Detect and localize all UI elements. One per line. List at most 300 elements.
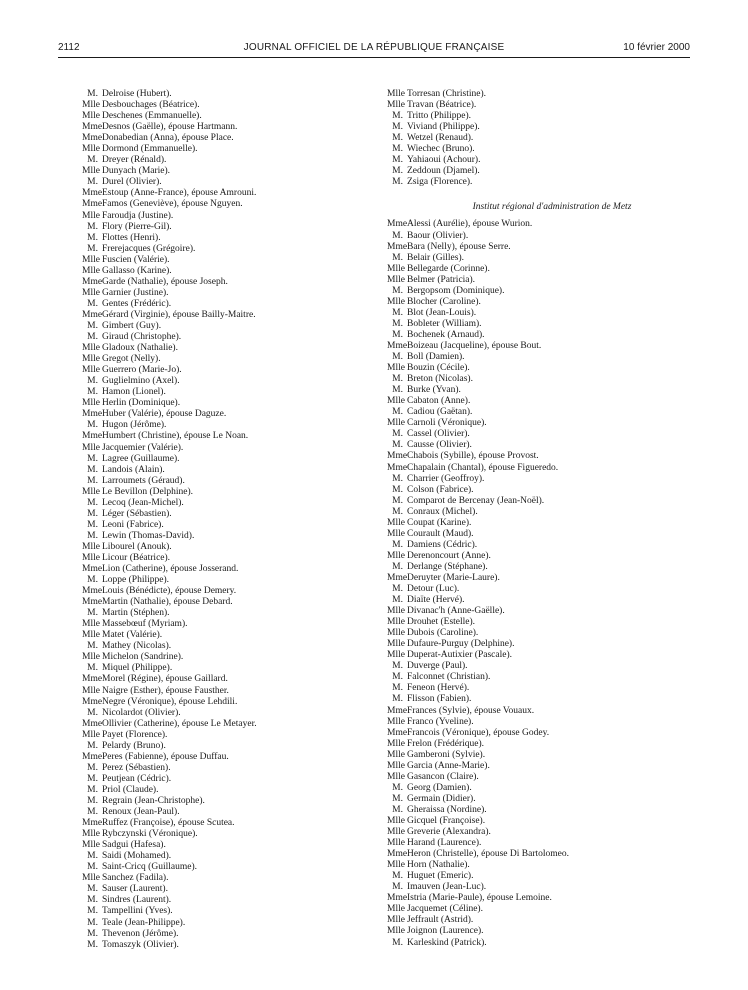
list-item [387,529,687,540]
list-item [82,586,372,597]
person-name: Duperat-Autixier (Pascale). [407,650,512,661]
list-item [387,540,687,551]
person-name: Boll (Damien). [407,352,465,363]
civility-title: M. [87,464,98,475]
list-item [82,564,372,575]
civility-title: Mlle [82,729,100,740]
person-name: Larroumets (Géraud). [102,475,185,486]
civility-title: Mlle [387,738,405,749]
list-item [82,343,372,354]
person-name: Giraud (Christophe). [102,332,182,343]
civility-title: M. [392,871,403,882]
list-item [82,443,372,454]
list-item [82,476,372,487]
list-item [387,111,687,122]
list-item [387,893,687,904]
person-name: Comparot de Bercenay (Jean-Noël). [407,495,545,506]
list-item [387,396,687,407]
list-item [387,319,687,330]
list-item [387,926,687,937]
list-item [387,407,687,418]
civility-title: Mlle [82,541,100,552]
civility-title: Mlle [82,442,100,453]
person-name: Horn (Nathalie). [407,860,470,871]
civility-title: M. [392,484,403,495]
civility-title: M. [392,318,403,329]
civility-title: M. [87,420,98,431]
list-item [82,918,372,929]
civility-title: Mme [82,188,103,199]
list-item [82,509,372,520]
list-item [82,498,372,509]
civility-title: Mme [82,597,103,608]
list-item [387,650,687,661]
civility-title: Mlle [387,926,405,937]
person-name: Loppe (Philippe). [102,575,170,586]
list-item [82,929,372,940]
person-name: Lion (Catherine), épouse Josserand. [102,564,239,575]
right-column [387,89,687,949]
person-name: Huguet (Emeric). [407,871,474,882]
list-item [387,639,687,650]
list-item [387,661,687,672]
person-name: Priol (Claude). [102,784,159,795]
person-name: Cassel (Olivier). [407,429,470,440]
civility-title: Mlle [82,829,100,840]
person-name: Martin (Nathalie), épouse Debard. [102,597,233,608]
civility-title: M. [87,497,98,508]
person-name: Guglielmino (Axel). [102,376,180,387]
list-item [82,851,372,862]
civility-title: Mlle [82,210,100,221]
list-item [387,231,687,242]
civility-title: M. [392,495,403,506]
person-name: Hugon (Jérôme). [102,420,167,431]
list-item [82,940,372,951]
list-item [82,774,372,785]
list-item [82,487,372,498]
person-name: Chapalain (Chantal), épouse Figueredo. [407,462,559,473]
person-name: Duverge (Paul). [407,661,468,672]
list-item [82,288,372,299]
person-name: Famos (Geneviève), épouse Nguyen. [102,199,243,210]
person-name: Hamon (Lionel). [102,387,166,398]
person-name: Bobleter (William). [407,318,482,329]
list-item [387,783,687,794]
civility-title: Mlle [82,365,100,376]
person-name: Peres (Fabienne), épouse Duffau. [102,751,229,762]
person-name: Istria (Marie-Paule), épouse Lemoine. [407,893,552,904]
person-name: Divanac'h (Anne-Gaëlle). [407,606,505,617]
list-item [387,717,687,728]
person-name: Damiens (Cédric). [407,539,478,550]
civility-title: M. [87,928,98,939]
list-item [82,785,372,796]
list-item [82,818,372,829]
list-item [387,474,687,485]
section-title: Institut régional d'administration de Metz [472,202,632,213]
list-item [387,606,687,617]
person-name: Breton (Nicolas). [407,374,473,385]
person-name: Burke (Yvan). [407,385,461,396]
civility-title: Mme [387,705,408,716]
person-name: Carnoli (Véronique). [407,418,487,429]
civility-title: M. [392,661,403,672]
list-item [387,761,687,772]
civility-title: M. [392,307,403,318]
list-item [387,706,687,717]
person-name: Guerrero (Marie-Jo). [102,365,182,376]
person-name: Mathey (Nicolas). [102,641,172,652]
list-item [82,895,372,906]
civility-title: M. [87,232,98,243]
civility-title: M. [392,539,403,550]
person-name: Delroise (Hubert). [102,89,172,99]
list-item [387,628,687,639]
civility-title: Mlle [82,619,100,630]
civility-title: Mlle [82,873,100,884]
person-name: Licour (Béatrice). [102,552,171,563]
person-name: Saint-Cricq (Guillaume). [102,862,197,873]
list-item [82,376,372,387]
list-item [82,321,372,332]
list-item [387,177,687,188]
person-name: Desnos (Gaëlle), épouse Hartmann. [102,122,238,133]
person-name: Jacquemet (Céline). [407,904,483,915]
list-item [82,100,372,111]
civility-title: Mlle [387,749,405,760]
civility-title: M. [392,122,403,133]
list-item [387,617,687,628]
civility-title: Mlle [387,363,405,374]
civility-title: Mlle [82,398,100,409]
person-name: Ollivier (Catherine), épouse Le Metayer. [102,718,257,729]
person-name: Gregot (Nelly). [102,354,161,365]
person-name: Rybczynski (Véronique). [102,829,198,840]
civility-title: M. [87,851,98,862]
civility-title: Mlle [387,274,405,285]
civility-title: M. [392,429,403,440]
list-item [387,275,687,286]
civility-title: M. [392,166,403,177]
civility-title: M. [87,519,98,530]
list-item [387,363,687,374]
civility-title: M. [392,329,403,340]
list-item [82,398,372,409]
civility-title: M. [392,937,403,948]
list-item [82,862,372,873]
person-name: Belair (Gilles). [407,252,464,263]
civility-title: Mlle [82,552,100,563]
list-item [82,155,372,166]
list-item [82,211,372,222]
list-item [387,739,687,750]
person-name: Greverie (Alexandra). [407,827,491,838]
person-name: Martin (Stéphen). [102,608,170,619]
civility-title: M. [87,939,98,950]
list-item [387,672,687,683]
issue-date: 10 février 2000 [623,42,690,53]
person-name: Sanchez (Fadila). [102,873,169,884]
list-item [387,496,687,507]
person-name: Cadiou (Gaëtan). [407,407,473,418]
person-name: Frances (Sylvie), épouse Vouaux. [407,705,535,716]
civility-title: Mlle [387,550,405,561]
civility-title: M. [87,740,98,751]
person-name: Boizeau (Jacqueline), épouse Bout. [407,340,542,351]
civility-title: M. [392,595,403,606]
list-item [387,573,687,584]
civility-title: M. [87,906,98,917]
civility-title: M. [392,177,403,188]
list-item [82,619,372,630]
person-name: Perez (Sébastien). [102,762,171,773]
list-item [387,915,687,926]
person-name: Francois (Véronique), épouse Godey. [407,727,550,738]
civility-title: Mlle [82,265,100,276]
civility-title: M. [392,473,403,484]
civility-title: M. [392,252,403,263]
person-name: Falconnet (Christian). [407,672,491,683]
person-name: Bellegarde (Corinne). [407,263,490,274]
right-column-top-list [387,89,687,188]
civility-title: M. [392,111,403,122]
civility-title: M. [392,882,403,893]
person-name: Leoni (Fabrice). [102,519,164,530]
civility-title: M. [87,453,98,464]
list-item [387,860,687,871]
list-item [82,686,372,697]
civility-title: Mlle [82,100,100,111]
civility-title: Mlle [387,816,405,826]
list-item [82,730,372,741]
person-name: Belmer (Patricia). [407,274,476,285]
person-name: Thevenon (Jérôme). [102,928,179,939]
person-name: Causse (Olivier). [407,440,472,451]
civility-title: M. [87,155,98,166]
list-item [387,308,687,319]
list-item [82,708,372,719]
civility-title: M. [87,608,98,619]
civility-title: Mlle [82,630,100,641]
list-item [387,805,687,816]
person-name: Alessi (Aurélie), épouse Wurion. [407,219,533,230]
civility-title: M. [392,155,403,166]
person-name: Pelardy (Bruno). [102,740,166,751]
civility-title: Mlle [387,617,405,628]
list-item [82,520,372,531]
person-name: Zeddoun (Djamel). [407,166,480,177]
civility-title: Mlle [82,486,100,497]
civility-title: Mme [82,199,103,210]
civility-title: M. [392,285,403,296]
civility-title: Mlle [82,144,100,155]
list-item [387,451,687,462]
civility-title: Mlle [387,89,405,99]
list-item [82,641,372,652]
civility-title: M. [392,407,403,418]
list-item [82,244,372,255]
list-item [82,884,372,895]
person-name: Nicolardot (Olivier). [102,707,181,718]
civility-title: Mlle [82,354,100,365]
list-item [387,330,687,341]
person-name: Wiechec (Bruno). [407,144,475,155]
right-column-bottom-list [387,219,687,948]
civility-title: Mlle [387,606,405,617]
person-name: Bouzin (Cécile). [407,363,470,374]
civility-title: Mme [82,276,103,287]
person-name: Durel (Olivier). [102,177,162,188]
person-name: Huber (Valérie), épouse Daguze. [102,409,227,420]
person-name: Donabedian (Anna), épouse Place. [102,133,234,144]
civility-title: M. [87,884,98,895]
list-item [82,608,372,619]
civility-title: Mme [387,727,408,738]
list-item [387,242,687,253]
person-name: Gallasso (Karine). [102,265,172,276]
civility-title: M. [392,793,403,804]
list-item [387,562,687,573]
civility-title: Mlle [387,760,405,771]
person-name: Gasancon (Claire). [407,771,479,782]
civility-title: Mme [82,133,103,144]
list-item [387,882,687,893]
person-name: Viviand (Philippe). [407,122,480,133]
civility-title: M. [87,575,98,586]
list-item [387,904,687,915]
person-name: Frerejacques (Grégoire). [102,243,196,254]
person-name: Feneon (Hervé). [407,683,470,694]
list-item [387,750,687,761]
list-item [387,253,687,264]
list-item [387,595,687,606]
list-item [82,674,372,685]
civility-title: Mlle [387,517,405,528]
list-item [387,133,687,144]
civility-title: M. [87,641,98,652]
list-item [82,807,372,818]
civility-title: M. [392,144,403,155]
civility-title: Mlle [82,685,100,696]
list-item [82,255,372,266]
person-name: Massebœuf (Myriam). [102,619,188,630]
civility-title: M. [87,862,98,873]
civility-title: M. [87,320,98,331]
person-name: Bergopsom (Dominique). [407,285,505,296]
journal-title: JOURNAL OFFICIEL DE LA RÉPUBLIQUE FRANÇAISE [243,42,505,53]
person-name: Jeffrault (Astrid). [407,915,474,926]
civility-title: M. [87,376,98,387]
civility-title: M. [87,707,98,718]
civility-title: M. [87,762,98,773]
civility-title: M. [87,796,98,806]
person-name: Humbert (Christine), épouse Le Noan. [102,431,249,442]
list-item [387,219,687,230]
person-name: Yahiaoui (Achour). [407,155,481,166]
person-name: Karleskind (Patrick). [407,937,487,948]
person-name: Payet (Florence). [102,729,168,740]
person-name: Charrier (Geoffroy). [407,473,485,484]
civility-title: M. [87,917,98,928]
civility-title: Mme [387,893,408,904]
list-item [387,429,687,440]
person-name: Gicquel (Françoise). [407,816,486,826]
list-item [82,177,372,188]
person-name: Tomaszyk (Olivier). [102,939,179,950]
person-name: Deschenes (Emmanuelle). [102,111,202,122]
civility-title: M. [87,221,98,232]
civility-title: M. [87,773,98,784]
list-item [387,518,687,529]
civility-title: Mlle [387,915,405,926]
list-item [387,155,687,166]
person-name: Peutjean (Cédric). [102,773,172,784]
civility-title: M. [392,804,403,815]
person-name: Léger (Sébastien). [102,508,172,519]
civility-title: Mme [82,431,103,442]
person-name: Tampellini (Yves). [102,906,173,917]
list-item [387,507,687,518]
person-name: Torresan (Christine). [407,89,487,99]
person-name: Drouhet (Estelle). [407,617,476,628]
civility-title: Mlle [387,639,405,650]
list-item [387,938,687,949]
person-name: Saidi (Mohamed). [102,851,172,862]
list-item [82,763,372,774]
list-item [82,199,372,210]
list-item [82,553,372,564]
civility-title: Mme [82,309,103,320]
list-item [82,133,372,144]
civility-title: Mlle [387,296,405,307]
civility-title: Mlle [387,650,405,661]
person-name: Michelon (Sandrine). [102,652,184,663]
list-item [387,827,687,838]
list-item [82,752,372,763]
person-name: Libourel (Anouk). [102,541,172,552]
person-name: Blocher (Caroline). [407,296,481,307]
list-item [387,584,687,595]
list-item [82,310,372,321]
person-name: Lagree (Guillaume). [102,453,180,464]
person-name: Morel (Régine), épouse Gaillard. [102,674,228,685]
list-item [82,233,372,244]
list-item [82,741,372,752]
civility-title: M. [392,374,403,385]
list-item [387,100,687,111]
list-item [82,873,372,884]
person-name: Desbouchages (Béatrice). [102,100,200,111]
list-item [82,597,372,608]
civility-title: M. [392,561,403,572]
list-item [387,341,687,352]
list-item [387,772,687,783]
person-name: Cabaton (Anne). [407,396,471,407]
list-item [82,122,372,133]
person-name: Harand (Laurence). [407,838,482,849]
list-item [82,840,372,851]
list-item [82,89,372,100]
person-name: Sadgui (Hafesa). [102,840,166,851]
person-name: Flottes (Henri). [102,232,161,243]
person-name: Imauven (Jean-Luc). [407,882,487,893]
list-item [82,663,372,674]
list-item [387,264,687,275]
civility-title: Mme [82,696,103,707]
civility-title: M. [87,243,98,254]
person-name: Estoup (Anne-France), épouse Amrouni. [102,188,257,199]
